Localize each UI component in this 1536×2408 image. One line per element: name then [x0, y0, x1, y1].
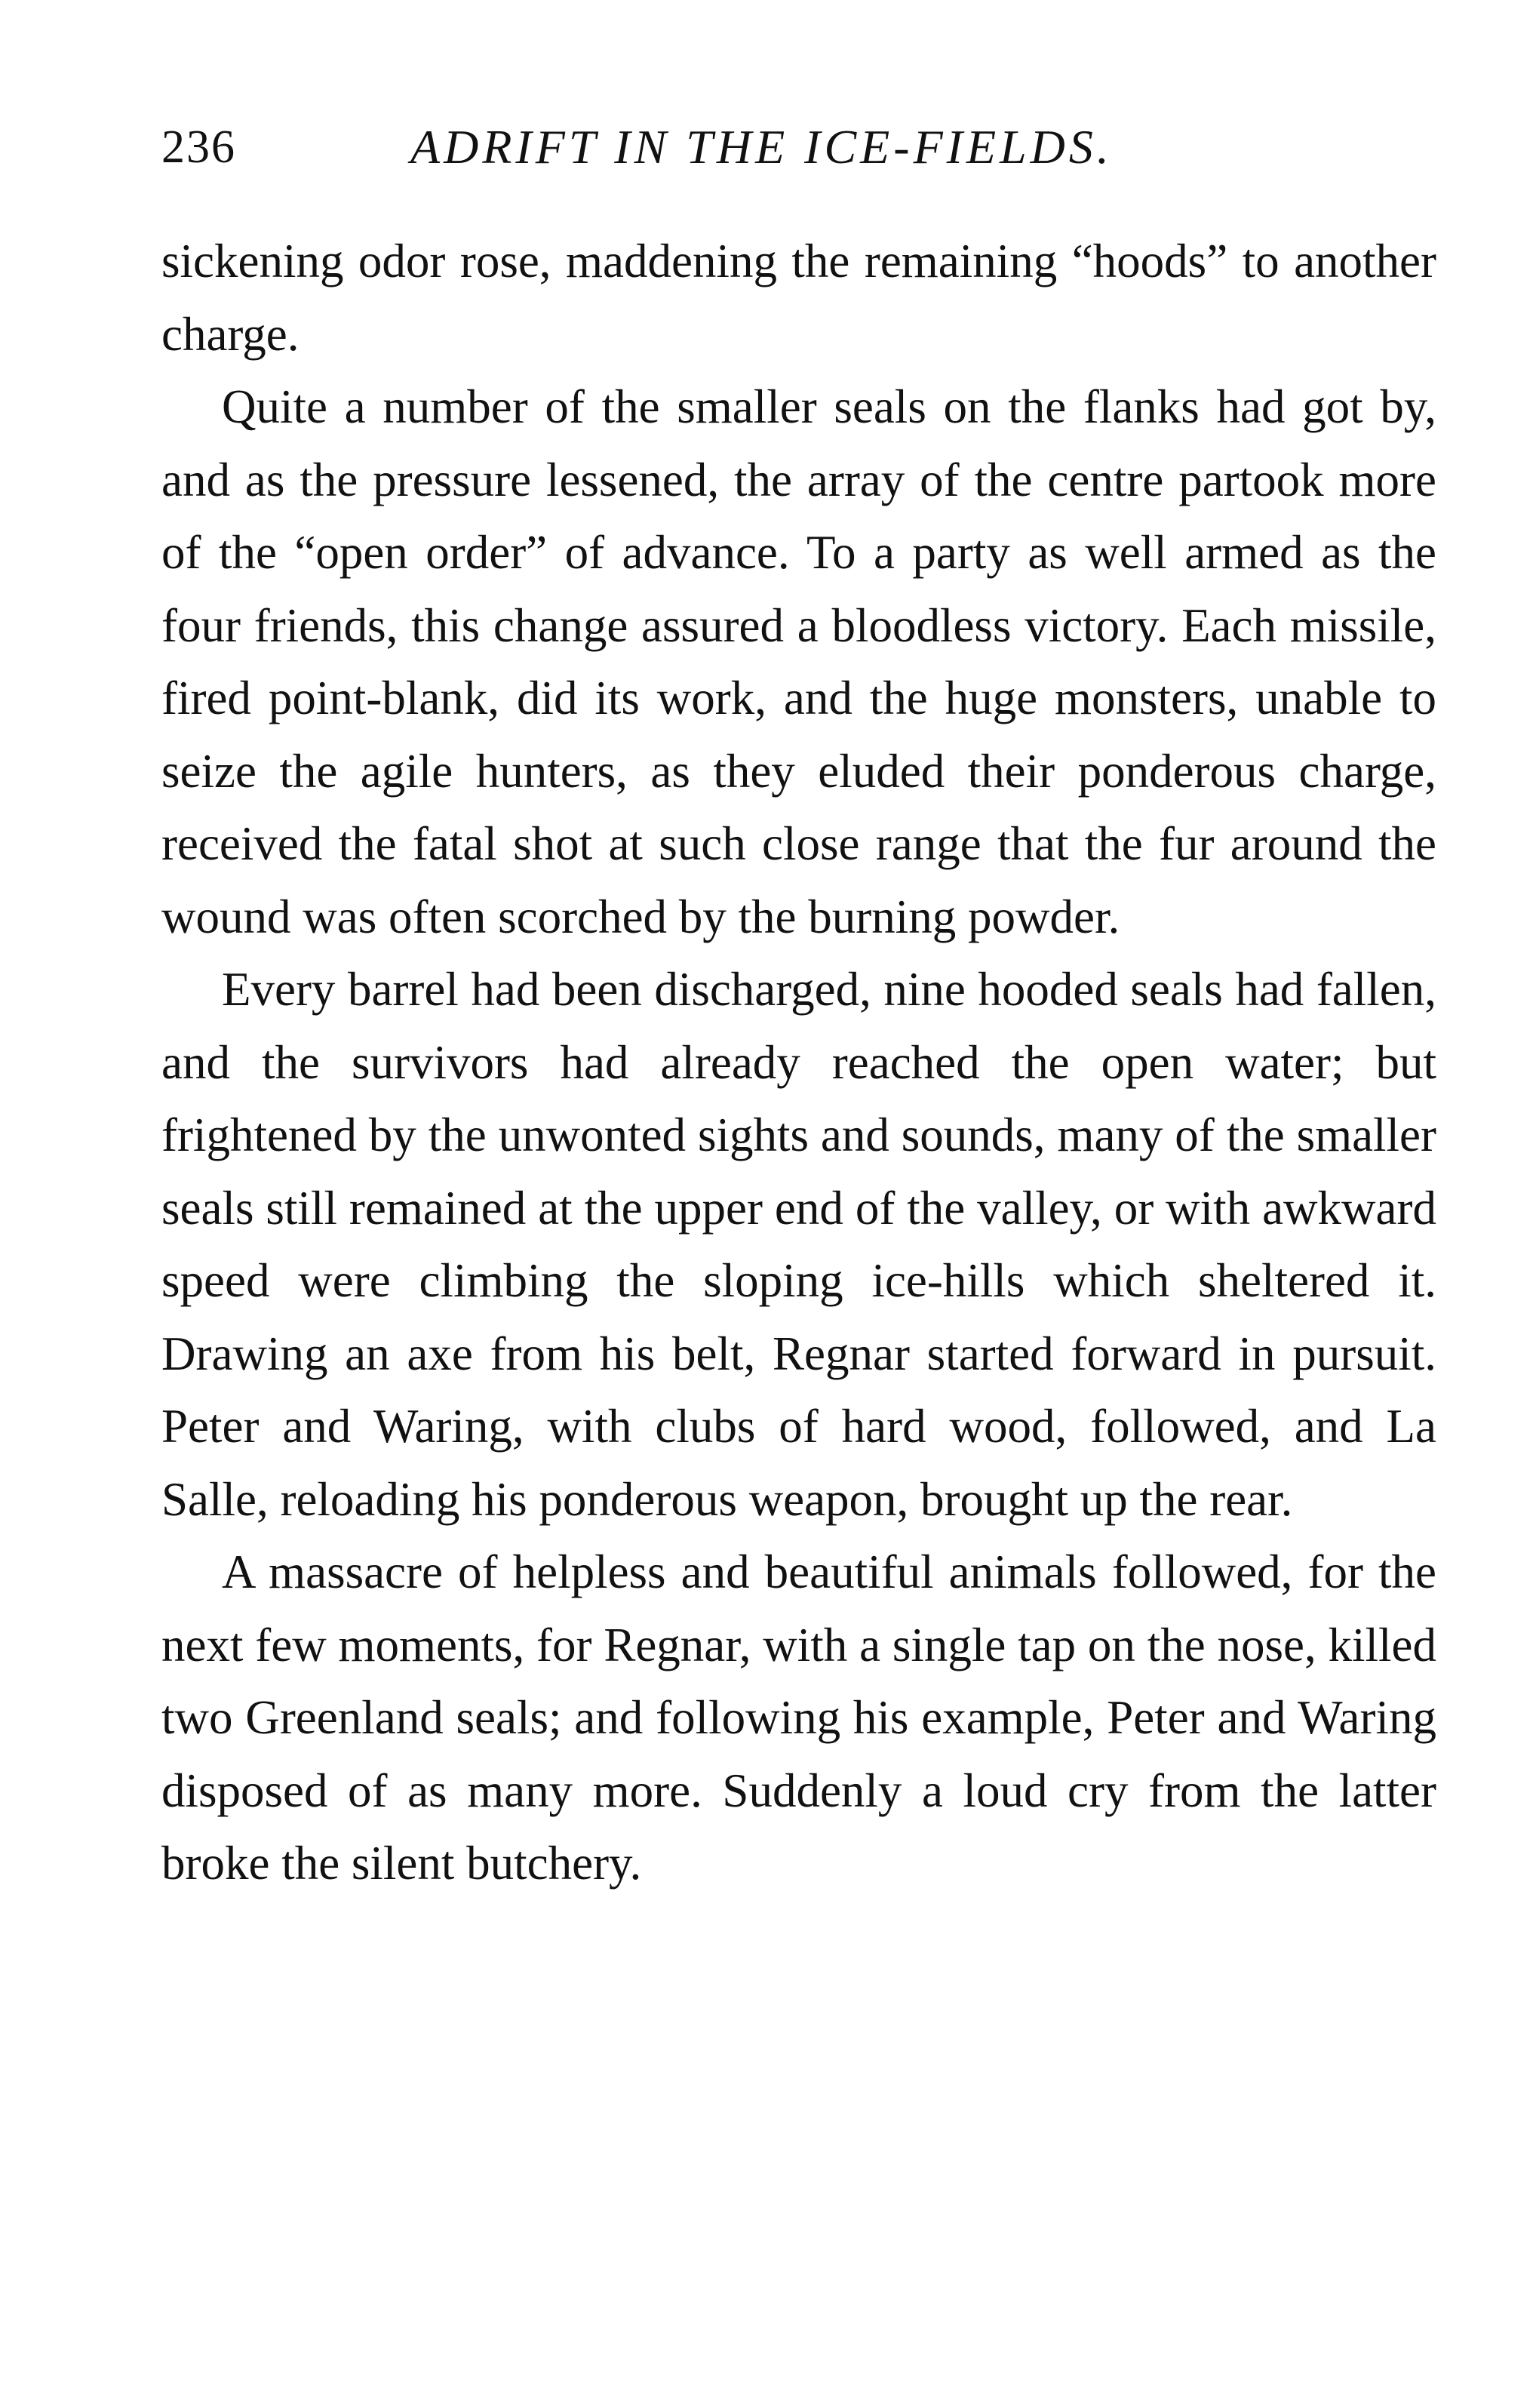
running-title: ADRIFT IN THE ICE-FIELDS. [410, 120, 1113, 174]
paragraph: Quite a number of the smaller seals on the flanks had got by, and as the pressure lessened, the array of the centre partook more of the “open order” of advance. To a party as well armed as the four friends, this change assured a bloodless victory. Each missile, fired point-blank, did its work, and the huge monsters, unable to seize the agile hunters, as they eluded their ponderous charge, received the fatal shot at such close range that the fur around the wound was often scorched by the burning powder. [161, 380, 1436, 943]
paragraph-continued: sickening odor rose, maddening the remaining “hoods” to another charge. [161, 235, 1436, 361]
page-header [161, 113, 1444, 181]
body-text [161, 225, 1436, 1900]
page-number: 236 [161, 121, 236, 173]
paragraph: A massacre of helpless and beautiful animals followed, for the next few moments, for Regnar, with a single tap on the nose, killed two Greenland seals; and following his example, Peter and Waring disposed of as many more. Suddenly a loud cry from the latter broke the silent butchery. [161, 1545, 1436, 1890]
paragraph: Every barrel had been discharged, nine hooded seals had fallen, and the survivors had already reached the open water; but frightened by the unwonted sights and sounds, many of the smaller seals still remained at the upper end of the valley, or with awkward speed were climbing the sloping ice-hills which sheltered it. Drawing an axe from his belt, Regnar started forward in pursuit. Peter and Waring, with clubs of hard wood, followed, and La Salle, reloading his ponderous weapon, brought up the rear. [161, 963, 1436, 1526]
